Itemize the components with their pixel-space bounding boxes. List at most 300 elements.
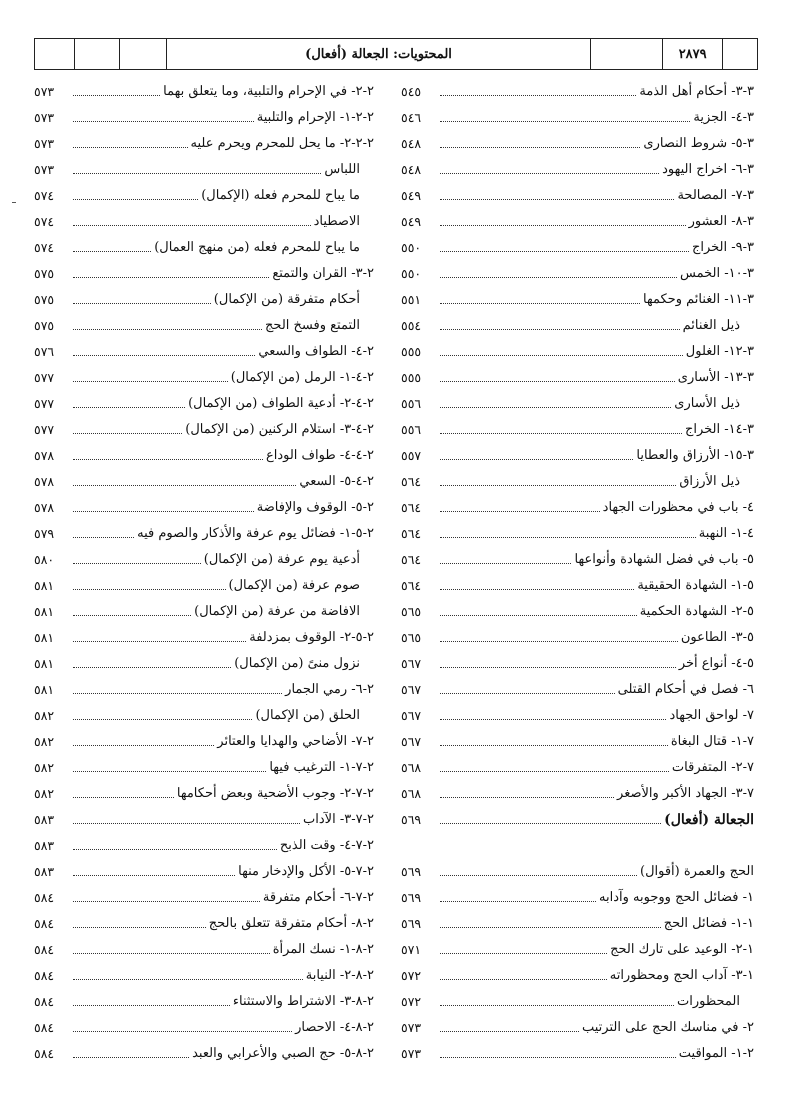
toc-entry (34, 208, 374, 234)
toc-entry (401, 806, 754, 832)
toc-entry (34, 130, 374, 156)
toc-entry (34, 780, 374, 806)
toc-entry (34, 104, 374, 130)
toc-entry-title: ذيل الغنائم (682, 318, 740, 333)
toc-entry-title: ٧- لواحق الجهاد (669, 708, 754, 723)
toc-entry (401, 910, 754, 936)
toc-entry-title: ٢-٢- في الإحرام والتلبية، وما يتعلق بهما (163, 84, 374, 99)
toc-entry-page: ٥٧٧ (34, 422, 55, 437)
toc-entry-page: ٥٨٣ (34, 812, 55, 827)
dot-leader (440, 277, 677, 278)
toc-entry-page: ٥٨١ (34, 630, 55, 645)
toc-entry-title: ٢-٣- القران والتمتع (272, 266, 374, 281)
toc-entry-page: ٥٧٧ (34, 370, 55, 385)
dot-leader (440, 589, 634, 590)
toc-entry-title: ٢-٨-١- نسك المرأة (272, 942, 374, 957)
toc-entry-page: ٥٨٤ (34, 1020, 55, 1035)
toc-entry-title: ٥-٢- الشهادة الحكمية (639, 604, 754, 619)
toc-entry-title: ٢-٥-١- فضائل يوم عرفة والأذكار والصوم فيه (137, 526, 374, 541)
dot-leader (73, 745, 214, 746)
toc-entry-page: ٥٧٤ (34, 240, 55, 255)
toc-entry (34, 650, 374, 676)
dot-leader (73, 797, 174, 798)
toc-entry-page: ٥٨٢ (34, 786, 55, 801)
dot-leader (440, 433, 682, 434)
toc-entry-page: ٥٨٤ (34, 890, 55, 905)
toc-entry-title: ٤-١- النهبة (698, 526, 754, 541)
toc-entry-title: ٢-٨-٤- الاحصار (295, 1020, 374, 1035)
dot-leader (440, 537, 696, 538)
toc-entry (401, 988, 754, 1014)
toc-entry-page: ٥٦٧ (401, 656, 422, 671)
toc-entry-title: ٢-٦- رمي الجمار (285, 682, 374, 697)
dot-leader (73, 979, 303, 980)
toc-entry (401, 208, 754, 234)
toc-entry-page: ٥٤٨ (401, 136, 422, 151)
dot-leader (440, 459, 633, 460)
dot-leader (440, 147, 640, 148)
toc-entry (34, 182, 374, 208)
toc-entry (401, 858, 754, 884)
toc-entry-title: ١-٢- الوعيد على تارك الحج (610, 942, 754, 957)
toc-entry (401, 286, 754, 312)
toc-entry-title: ٣-٤- الجزية (693, 110, 754, 125)
toc-entry-page: ٥٧٣ (401, 1020, 422, 1035)
toc-entry-title: ٣-٧- المصالحة (677, 188, 754, 203)
toc-entry (401, 78, 754, 104)
toc-entry (401, 754, 754, 780)
toc-entry-title: ٥- باب في فضل الشهادة وأنواعها (574, 552, 754, 567)
toc-entry (34, 676, 374, 702)
header-empty-cell (75, 39, 120, 69)
toc-entry-page: ٥٥٧ (401, 448, 422, 463)
toc-entry-title: ٢-٨-٢- النيابة (305, 968, 374, 983)
toc-entry-title: ٧-١- قتال البغاة (670, 734, 754, 749)
page-header (34, 38, 758, 70)
toc-entry (34, 624, 374, 650)
toc-entry-page: ٥٥٠ (401, 240, 422, 255)
toc-entry (34, 884, 374, 910)
dot-leader (73, 485, 296, 486)
toc-entry (401, 832, 754, 858)
toc-entry-page: ٥٥٥ (401, 344, 422, 359)
dot-leader (440, 901, 596, 902)
toc-entry (401, 884, 754, 910)
toc-entry (401, 364, 754, 390)
toc-entry (401, 780, 754, 806)
dot-leader (440, 511, 600, 512)
dot-leader (440, 381, 675, 382)
toc-entry-page: ٥٧٢ (401, 968, 422, 983)
toc-entry (34, 312, 374, 338)
toc-entry-title: ٢-٤-٢- أدعية الطواف (من الإكمال) (188, 396, 374, 411)
dot-leader (73, 719, 252, 720)
toc-entry (401, 234, 754, 260)
dot-leader (440, 927, 661, 928)
toc-entry (34, 442, 374, 468)
toc-entry-title: ٢-٨- أحكام متفرقة تتعلق بالحج (208, 916, 374, 931)
toc-entry-title: ١-١- فضائل الحج (663, 916, 754, 931)
toc-entry (401, 650, 754, 676)
dot-leader (440, 719, 666, 720)
toc-entry-title: ٢-٧-١- الترغيب فيها (269, 760, 374, 775)
toc-entry-page: ٥٧٣ (34, 110, 55, 125)
toc-entry-page: ٥٤٥ (401, 84, 422, 99)
toc-entry (401, 702, 754, 728)
dot-leader (73, 563, 201, 564)
toc-entry-page: ٥٦٥ (401, 630, 422, 645)
toc-entry (401, 338, 754, 364)
dot-leader (440, 303, 640, 304)
toc-entry-title: الافاضة من عرفة (من الإكمال) (194, 604, 360, 619)
toc-entry-title: ما يباح للمحرم فعله (الإكمال) (201, 188, 360, 203)
toc-entry-title: أدعية يوم عرفة (من الإكمال) (203, 552, 360, 567)
toc-entry (401, 468, 754, 494)
toc-entry (34, 260, 374, 286)
toc-entry (401, 598, 754, 624)
toc-entry (34, 286, 374, 312)
toc-entry (401, 728, 754, 754)
toc-entry-page: ٥٦٧ (401, 708, 422, 723)
toc-entry (34, 702, 374, 728)
dot-leader (440, 615, 637, 616)
toc-entry-title: ٢-٧-٤- وقت الذبح (279, 838, 374, 853)
toc-entry-page: ٥٨١ (34, 604, 55, 619)
toc-entry-title: ٣-١٢- الغلول (685, 344, 754, 359)
toc-entry-page: ٥٦٧ (401, 682, 422, 697)
toc-entry-title: ذيل الأسارى (674, 396, 740, 411)
toc-entry (34, 806, 374, 832)
dot-leader (73, 251, 151, 252)
toc-entry (401, 312, 754, 338)
toc-entry-page: ٥٨٤ (34, 942, 55, 957)
toc-entry (401, 390, 754, 416)
dot-leader (440, 641, 678, 642)
header-title: المحتويات: الجعالة (أفعال) (167, 39, 592, 69)
dot-leader (73, 433, 182, 434)
toc-entry-title: ٣-١٥- الأرزاق والعطايا (636, 448, 754, 463)
toc-entry-title: ٢-٧-٢- وجوب الأضحية وبعض أحكامها (176, 786, 374, 801)
toc-entry (401, 156, 754, 182)
toc-entry-page: ٥٨٣ (34, 864, 55, 879)
dot-leader (73, 901, 260, 902)
toc-entry-title: ٢-٥-٢- الوقوف بمزدلفة (249, 630, 374, 645)
dot-leader (73, 589, 226, 590)
toc-entry (34, 390, 374, 416)
dot-leader (73, 667, 231, 668)
dot-leader (440, 95, 636, 96)
toc-entry-title: ما يباح للمحرم فعله (من منهج العمال) (154, 240, 360, 255)
toc-entry (34, 1040, 374, 1066)
toc-column-left (34, 78, 374, 1066)
toc-entry-title: ٣-٨- العشور (688, 214, 754, 229)
toc-entry-page: ٥٧٧ (34, 396, 55, 411)
header-page-number: ٢٨٧٩ (663, 39, 723, 69)
header-empty-cell (723, 39, 757, 69)
toc-entry-title: صوم عرفة (من الإكمال) (228, 578, 360, 593)
dot-leader (73, 615, 191, 616)
dot-leader (73, 329, 262, 330)
toc-entry (401, 494, 754, 520)
toc-entry-title: ٣-١٠- الخمس (680, 266, 754, 281)
toc-entry-page: ٥٥٦ (401, 396, 422, 411)
toc-entry-title: التمتع وفسخ الحج (265, 318, 360, 333)
toc-entry-page: ٥٦٨ (401, 760, 422, 775)
toc-entry-title: الاصطياد (313, 214, 360, 229)
toc-entry-page: ٥٧٩ (34, 526, 55, 541)
toc-entry-page: ٥٧٨ (34, 474, 55, 489)
toc-entry-page: ٥٧٣ (34, 162, 55, 177)
toc-entry-title: ٣-٦- اخراج اليهود (662, 162, 754, 177)
dot-leader (440, 745, 668, 746)
toc-entry (34, 520, 374, 546)
toc-entry (34, 936, 374, 962)
toc-entry (34, 910, 374, 936)
toc-entry-title: ٥-١- الشهادة الحقيقية (637, 578, 754, 593)
toc-entry-title: نزول منىً (من الإكمال) (234, 656, 360, 671)
toc-entry-page: ٥٦٤ (401, 552, 422, 567)
toc-entry-page: ٥٨٠ (34, 552, 55, 567)
toc-entry-page: ٥٨٤ (34, 968, 55, 983)
toc-entry-title: أحكام متفرقة (من الإكمال) (213, 292, 360, 307)
toc-entry-title: ٢-٤-١- الرمل (من الإكمال) (230, 370, 374, 385)
toc-entry-title: اللباس (324, 162, 360, 177)
toc-entry-title: ٢-٢-٢- ما يحل للمحرم ويحرم عليه (190, 136, 374, 151)
dot-leader (440, 875, 637, 876)
toc-entry (401, 1014, 754, 1040)
toc-entry-title: ٢-٤-٣- استلام الركنين (من الإكمال) (185, 422, 374, 437)
toc-entry-title: ٢-٥- الوقوف والإفاضة (256, 500, 374, 515)
dot-leader (73, 849, 277, 850)
toc-entry-page: ٥٦٩ (401, 864, 422, 879)
header-empty-cell (591, 39, 663, 69)
toc-entry (34, 754, 374, 780)
toc-entry-page: ٥٦٤ (401, 526, 422, 541)
toc-entry (401, 260, 754, 286)
toc-entry-title: ٣-١٤- الخراج (684, 422, 754, 437)
dot-leader (73, 355, 255, 356)
toc-entry-title: ١- فضائل الحج ووجوبه وآدابه (599, 890, 754, 905)
toc-entry (401, 546, 754, 572)
toc-entry-title: ٧-٣- الجهاد الأكبر والأصغر (617, 786, 754, 801)
dot-leader (440, 771, 669, 772)
dot-leader (73, 121, 254, 122)
dot-leader (73, 173, 321, 174)
toc-entry (401, 962, 754, 988)
toc-entry-page: ٥٦٤ (401, 474, 422, 489)
dot-leader (440, 667, 676, 668)
toc-entry-page: ٥٧٣ (34, 136, 55, 151)
toc-entry-page: ٥٥١ (401, 292, 422, 307)
dot-leader (73, 823, 300, 824)
toc-entry-page: ٥٦٤ (401, 578, 422, 593)
toc-entry (34, 416, 374, 442)
dot-leader (73, 199, 198, 200)
toc-entry-page: ٥٦٨ (401, 786, 422, 801)
dot-leader (440, 251, 689, 252)
toc-entry-title: ٥-٤- أنواع أخر (678, 656, 754, 671)
dot-leader (440, 823, 661, 824)
toc-entry-title: ٢- في مناسك الحج على الترتيب (581, 1020, 754, 1035)
toc-entry-page: ٥٤٦ (401, 110, 422, 125)
toc-entry-page: ٥٨٢ (34, 734, 55, 749)
toc-entry-title: ٢-٨-٣- الاشتراط والاستثناء (232, 994, 374, 1009)
toc-entry-page: ٥٧١ (401, 942, 422, 957)
toc-entry-page: ٥٧٣ (401, 1046, 422, 1061)
dot-leader (73, 927, 206, 928)
toc-entry (401, 572, 754, 598)
dot-leader (73, 537, 134, 538)
toc-entry-title: ٢-٨-٥- حج الصبي والأعرابي والعبد (192, 1046, 374, 1061)
toc-entry-title: ٤- باب في محظورات الجهاد (602, 500, 754, 515)
toc-entry (34, 832, 374, 858)
toc-entry-page: ٥٦٩ (401, 916, 422, 931)
toc-entry-page: ٥٤٨ (401, 162, 422, 177)
toc-entry (401, 182, 754, 208)
toc-entry (401, 624, 754, 650)
toc-entry-page: ٥٨٢ (34, 760, 55, 775)
toc-entry-page: ٥٦٥ (401, 604, 422, 619)
toc-entry-page: ٥٨٤ (34, 916, 55, 931)
toc-entry (34, 234, 374, 260)
dot-leader (440, 329, 680, 330)
toc-entry (401, 1040, 754, 1066)
toc-entry (34, 728, 374, 754)
dot-leader (73, 1005, 230, 1006)
header-empty-cell (35, 39, 75, 69)
scan-mark (12, 202, 16, 203)
toc-entry-title: ٢-٤-٥- السعي (299, 474, 374, 489)
toc-entry-page: ٥٧٥ (34, 318, 55, 333)
toc-entry-page: ٥٧٢ (401, 994, 422, 1009)
dot-leader (73, 875, 235, 876)
toc-entry (34, 1014, 374, 1040)
toc-entry-page: ٥٥٦ (401, 422, 422, 437)
dot-leader (440, 225, 686, 226)
toc-entry-title: ٦- فصل في أحكام القتلى (617, 682, 754, 697)
dot-leader (440, 407, 671, 408)
toc-entry-title: ٥-٣- الطاعون (680, 630, 754, 645)
toc-entry (401, 416, 754, 442)
toc-entry (34, 494, 374, 520)
dot-leader (73, 1031, 292, 1032)
toc-entry-title: ٣-٩- الخراج (691, 240, 754, 255)
toc-entry (401, 130, 754, 156)
toc-entry-page: ٥٨٤ (34, 1046, 55, 1061)
toc-entry-page: ٥٨٤ (34, 994, 55, 1009)
toc-entry-title: ٢-٧-٦- أحكام متفرقة (262, 890, 374, 905)
toc-entry-page: ٥٨٢ (34, 708, 55, 723)
dot-leader (73, 225, 311, 226)
toc-entry-title: ٢-٧-٥- الأكل والإدخار منها (238, 864, 374, 879)
toc-entry-page: ٥٧٦ (34, 344, 55, 359)
dot-leader (73, 95, 160, 96)
dot-leader (440, 1005, 674, 1006)
toc-entry-page: ٥٧٣ (34, 84, 55, 99)
toc-entry (34, 962, 374, 988)
toc-entry-page: ٥٦٩ (401, 812, 422, 827)
toc-entry-title: ٢-٢-١- الإحرام والتلبية (256, 110, 374, 125)
toc-entry-page: ٥٧٤ (34, 188, 55, 203)
toc-entry (34, 988, 374, 1014)
dot-leader (73, 771, 266, 772)
dot-leader (73, 381, 228, 382)
dot-leader (440, 563, 571, 564)
toc-entry-title: ٢-١- المواقيت (678, 1046, 754, 1061)
toc-entry (34, 338, 374, 364)
toc-entry-title: ٣-١٣- الأسارى (677, 370, 754, 385)
toc-entry-title: ٣-٣- أحكام أهل الذمة (639, 84, 754, 99)
toc-entry-page: ٥٧٥ (34, 266, 55, 281)
toc-entry-page: ٥٥٤ (401, 318, 422, 333)
toc-entry-page: ٥٥٥ (401, 370, 422, 385)
toc-column-right (401, 78, 754, 1066)
dot-leader (440, 953, 607, 954)
toc-entry (34, 364, 374, 390)
toc-entry (401, 676, 754, 702)
toc-entry-title: ٢-٧-٣- الآداب (303, 812, 374, 827)
toc-entry-title: ٣-١١- الغنائم وحكمها (643, 292, 754, 307)
dot-leader (440, 485, 676, 486)
toc-entry-title: ٢-٤- الطواف والسعي (258, 344, 374, 359)
dot-leader (73, 953, 270, 954)
dot-leader (73, 303, 211, 304)
toc-entry (34, 598, 374, 624)
dot-leader (73, 693, 282, 694)
toc-entry-page: ٥٦٩ (401, 890, 422, 905)
dot-leader (440, 797, 614, 798)
toc-entry-page: ٥٧٨ (34, 448, 55, 463)
toc-entry (34, 78, 374, 104)
toc-entry-page: ٥٧٨ (34, 500, 55, 515)
toc-entry (34, 468, 374, 494)
toc-entry-title: الحج والعمرة (أقوال) (640, 864, 754, 879)
toc-entry (34, 156, 374, 182)
dot-leader (440, 355, 683, 356)
toc-entry-title: ٢-٧- الأضاحي والهدايا والعتائر (217, 734, 374, 749)
dot-leader (440, 1031, 579, 1032)
toc-entry-title: الحلق (من الإكمال) (255, 708, 360, 723)
toc-entry-page: ٥٦٤ (401, 500, 422, 515)
toc-entry-title: المحظورات (677, 994, 740, 1009)
header-empty-cell (120, 39, 167, 69)
toc-entry (401, 104, 754, 130)
toc-entry-page: ٥٧٥ (34, 292, 55, 307)
dot-leader (440, 199, 674, 200)
dot-leader (440, 1057, 676, 1058)
dot-leader (440, 979, 607, 980)
toc-entry-page: ٥٤٩ (401, 214, 422, 229)
toc-entry-page: ٥٧٤ (34, 214, 55, 229)
dot-leader (73, 511, 254, 512)
toc-entry (34, 546, 374, 572)
dot-leader (440, 693, 615, 694)
toc-entry-page: ٥٨١ (34, 682, 55, 697)
toc-entry-title: ذيل الأرزاق (679, 474, 740, 489)
dot-leader (73, 1057, 189, 1058)
toc-entry-title: الجعالة (أفعال) (664, 812, 754, 828)
toc-entry (34, 858, 374, 884)
dot-leader (73, 641, 246, 642)
toc-entry-title: ٢-٤-٤- طواف الوداع (265, 448, 374, 463)
toc-entry-page: ٥٤٩ (401, 188, 422, 203)
toc-entry-page: ٥٥٠ (401, 266, 422, 281)
toc-entry-page: ٥٨٣ (34, 838, 55, 853)
dot-leader (73, 277, 269, 278)
dot-leader (73, 147, 188, 148)
dot-leader (73, 407, 185, 408)
toc-entry-title: ٣-٥- شروط النصارى (643, 136, 754, 151)
